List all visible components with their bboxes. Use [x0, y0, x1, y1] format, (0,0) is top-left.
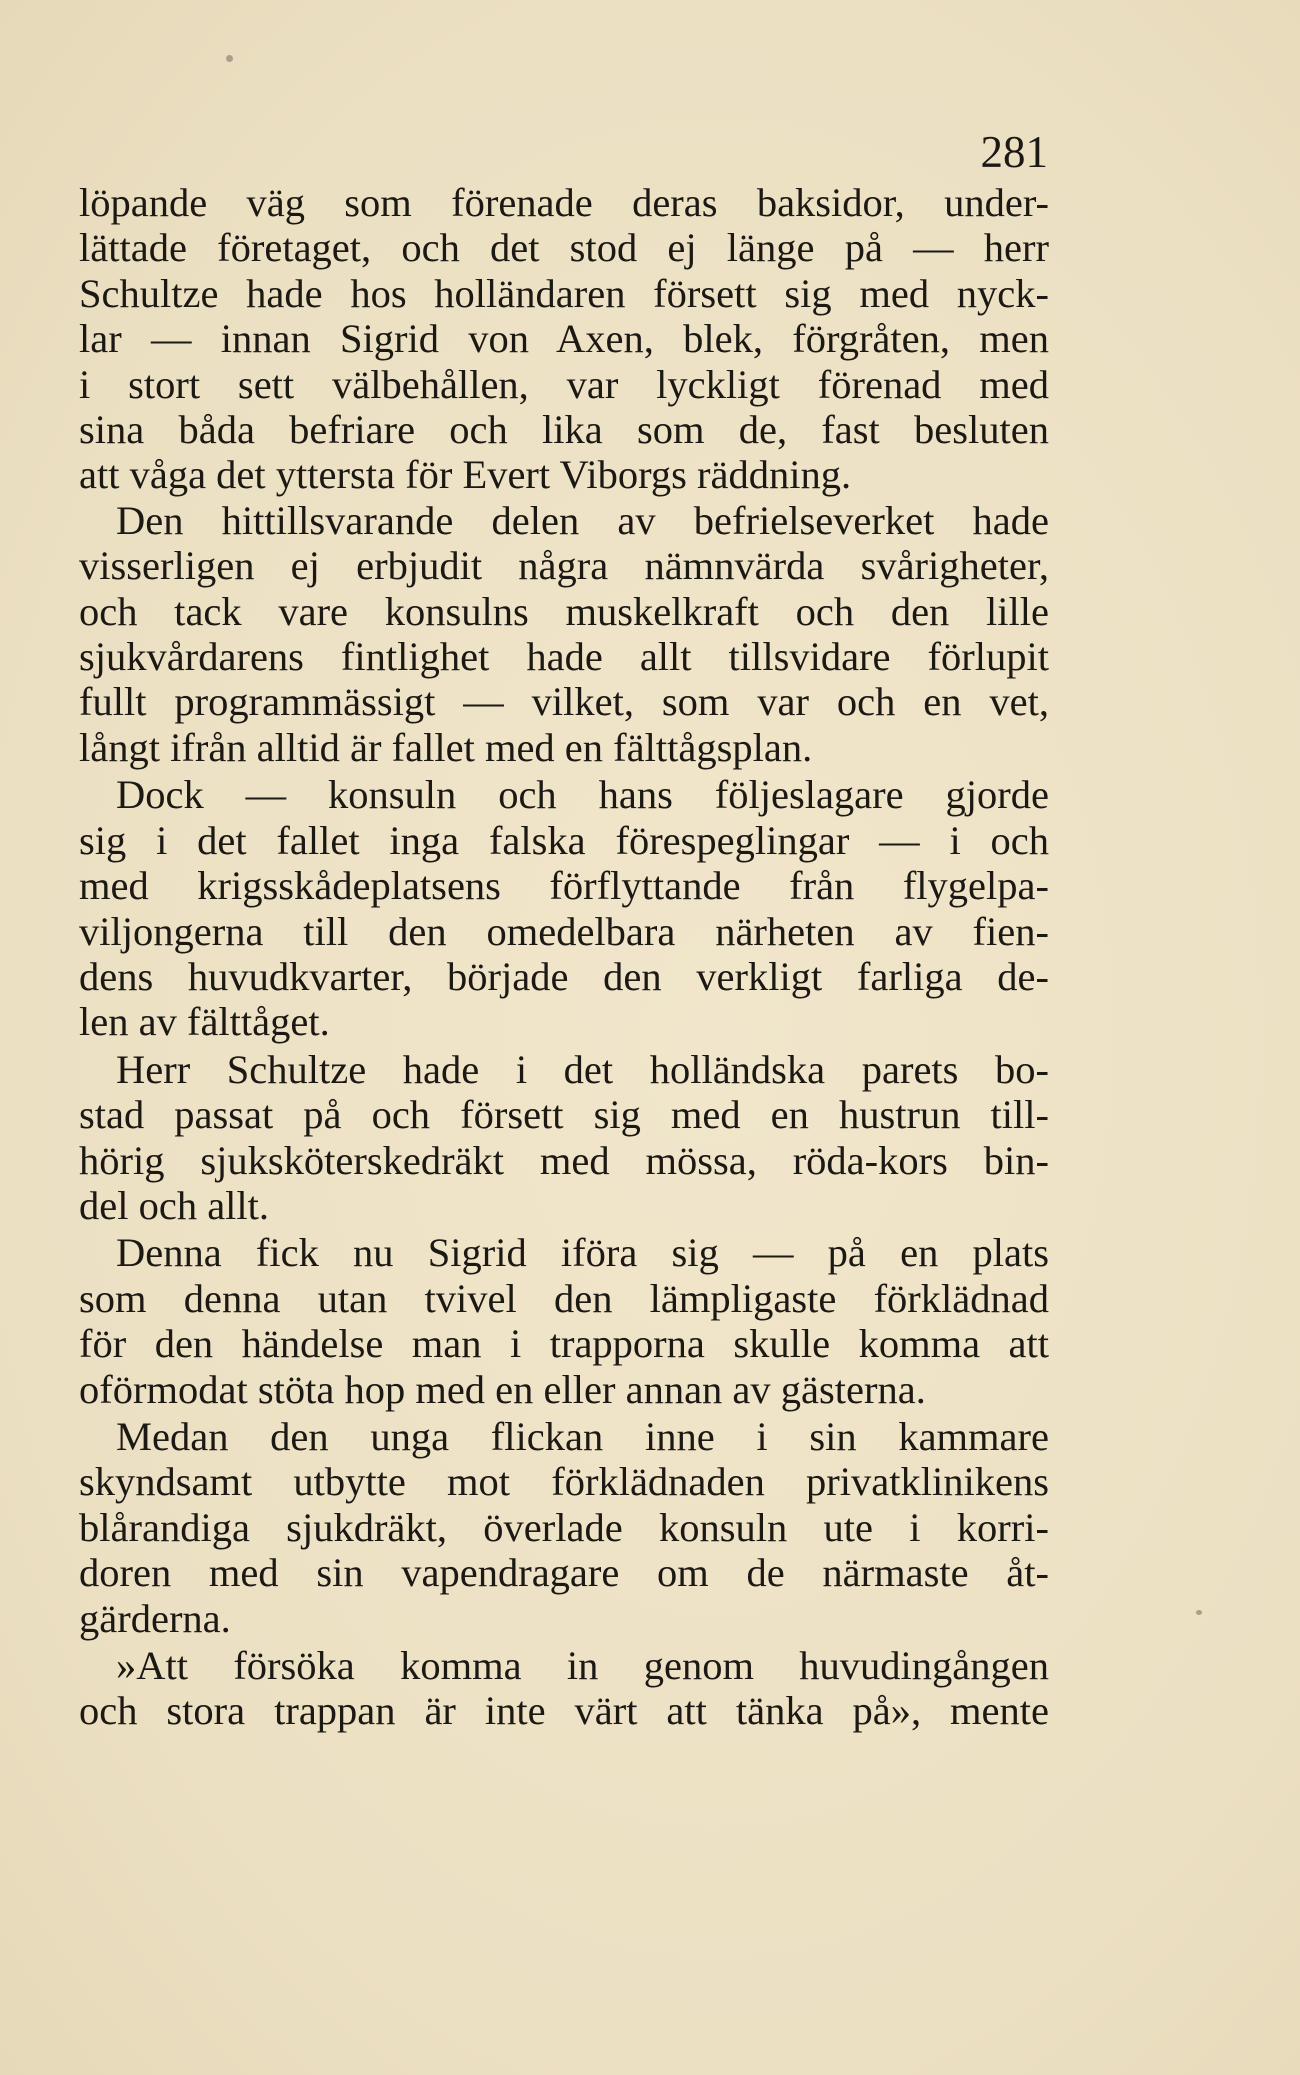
- text-line: löpande väg som förenade deras baksidor, under-: [79, 180, 1049, 225]
- text-line: viljongerna till den omedelbara närheten av fien-: [79, 908, 1049, 954]
- text-line: len av fälttåget.: [79, 999, 330, 1045]
- paragraph: [79, 772, 1049, 1044]
- text-line: »Att försöka komma in genom huvudingången: [116, 1643, 1049, 1688]
- text-line: stad passat på och försett sig med en hustrun till-: [79, 1092, 1049, 1138]
- text-line: med krigsskådeplatsens förflyttande från flygelpa-: [79, 863, 1049, 909]
- paragraph: [79, 498, 1049, 770]
- text-line: för den händelse man i trapporna skulle komma att: [79, 1321, 1049, 1367]
- text-line: fullt programmässigt — vilket, som var och en vet,: [79, 679, 1049, 725]
- ink-speck: [226, 55, 233, 62]
- text-line: sig i det fallet inga falska förespeglingar — i och: [79, 817, 1049, 863]
- text-line: skyndsamt utbytte mot förklädnaden privatklinikens: [79, 1459, 1049, 1505]
- paragraph: [79, 1414, 1049, 1641]
- text-line: som denna utan tvivel den lämpligaste förklädnad: [79, 1275, 1049, 1321]
- text-line: att våga det yttersta för Evert Viborgs räddning.: [79, 452, 852, 498]
- text-line: i stort sett välbehållen, var lyckligt förenad med: [79, 361, 1049, 407]
- text-line: oförmodat stöta hop med en eller annan av gästerna.: [79, 1366, 926, 1412]
- text-line: blårandiga sjukdräkt, överlade konsuln ute i korri-: [79, 1504, 1049, 1550]
- text-line: Herr Schultze hade i det holländska parets bo-: [116, 1046, 1049, 1092]
- paragraph: [79, 1643, 1049, 1734]
- text-line: lättade företaget, och det stod ej länge på — herr: [79, 225, 1049, 271]
- text-line: och stora trappan är inte värt att tänka på», mente: [79, 1688, 1049, 1734]
- text-line: dens huvudkvarter, började den verkligt farliga de-: [79, 953, 1049, 999]
- text-line: Schultze hade hos holländaren försett sig med nyck-: [79, 270, 1049, 316]
- text-line: Denna fick nu Sigrid iföra sig — på en plats: [116, 1230, 1049, 1276]
- text-line: lar — innan Sigrid von Axen, blek, förgråten, men: [79, 316, 1049, 362]
- page-number: 281: [980, 127, 1048, 177]
- text-line: hörig sjuksköterskedräkt med mössa, röda-kors bin-: [79, 1137, 1049, 1183]
- text-line: gärderna.: [79, 1595, 231, 1641]
- text-line: del och allt.: [79, 1182, 270, 1228]
- text-line: Medan den unga flickan inne i sin kammare: [116, 1413, 1049, 1459]
- text-line: doren med sin vapendragare om de närmaste åt-: [79, 1550, 1049, 1596]
- text-line: och tack vare konsulns muskelkraft och den lille: [79, 588, 1049, 634]
- paragraph: [79, 180, 1049, 498]
- text-line: Den hittillsvarande delen av befrielseverket hade: [116, 497, 1049, 543]
- text-line: sina båda befriare och lika som de, fast besluten: [79, 407, 1049, 453]
- paragraph: [79, 1230, 1049, 1412]
- body-text: [79, 180, 1049, 1734]
- text-line: visserligen ej erbjudit några nämnvärda svårigheter,: [79, 543, 1049, 589]
- ink-speck: [1196, 1610, 1202, 1615]
- paragraph: [79, 1047, 1049, 1229]
- text-line: långt ifrån alltid är fallet med en fälttågsplan.: [79, 724, 813, 770]
- text-line: Dock — konsuln och hans följeslagare gjorde: [116, 772, 1049, 818]
- text-line: sjukvårdarens fintlighet hade allt tillsvidare förlupit: [79, 634, 1049, 680]
